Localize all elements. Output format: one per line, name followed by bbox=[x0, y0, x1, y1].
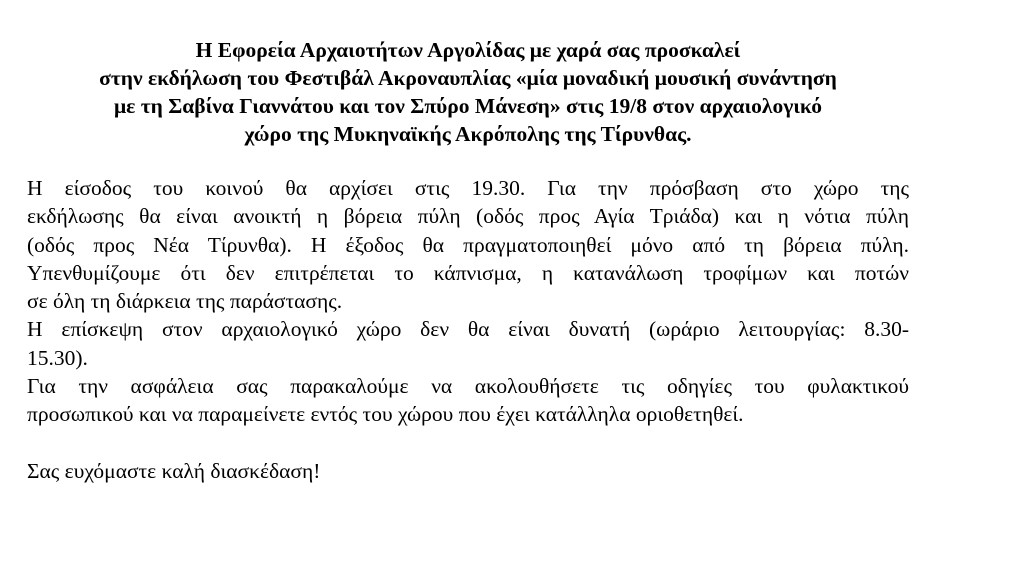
body-line: Η επίσκεψη στον αρχαιολογικό χώρο δεν θα είναι δυνατή (ωράριο λειτουργίας: 8.30- bbox=[27, 317, 909, 342]
body-line: Για την ασφάλεια σας παρακαλούμε να ακολουθήσετε τις οδηγίες του φυλακτικού bbox=[27, 374, 909, 399]
body-line: Υπενθυμίζουμε ότι δεν επιτρέπεται το κάπνισμα, η κατανάλωση τροφίμων και ποτών bbox=[27, 260, 909, 285]
body-line: (οδός προς Νέα Τίρυνθα). Η έξοδος θα πραγματοποιηθεί μόνο από τη βόρεια πύλη. bbox=[27, 232, 909, 257]
body-line: 15.30). bbox=[27, 345, 88, 370]
body-line: Η είσοδος του κοινού θα αρχίσει στις 19.30. Για την πρόσβαση στο χώρο της bbox=[27, 176, 909, 200]
invitation-heading bbox=[27, 36, 909, 148]
heading-line: χώρο της Μυκηναϊκής Ακρόπολης της Τίρυνθας. bbox=[244, 122, 692, 146]
body-line: σε όλη τη διάρκεια της παράστασης. bbox=[27, 289, 343, 314]
heading-line: με τη Σαβίνα Γιαννάτου και τον Σπύρο Μάνεση» στις 19/8 στον αρχαιολογικό bbox=[113, 94, 822, 118]
document-page bbox=[27, 36, 909, 485]
body-line: εκδήλωσης θα είναι ανοικτή η βόρεια πύλη (οδός προς Αγία Τριάδα) και η νότια πύλη bbox=[27, 204, 909, 229]
heading-line: Η Εφορεία Αρχαιοτήτων Αργολίδας με χαρά σας προσκαλεί bbox=[195, 38, 741, 62]
closing-line: Σας ευχόμαστε καλή διασκέδαση! bbox=[27, 458, 321, 483]
body-line: προσωπικού και να παραμείνετε εντός του χώρου που έχει κατάλληλα οριοθετηθεί. bbox=[27, 402, 744, 427]
information-body bbox=[27, 174, 909, 429]
heading-line: στην εκδήλωση του Φεστιβάλ Ακροναυπλίας «μία μοναδική μουσική συνάντηση bbox=[99, 66, 837, 90]
